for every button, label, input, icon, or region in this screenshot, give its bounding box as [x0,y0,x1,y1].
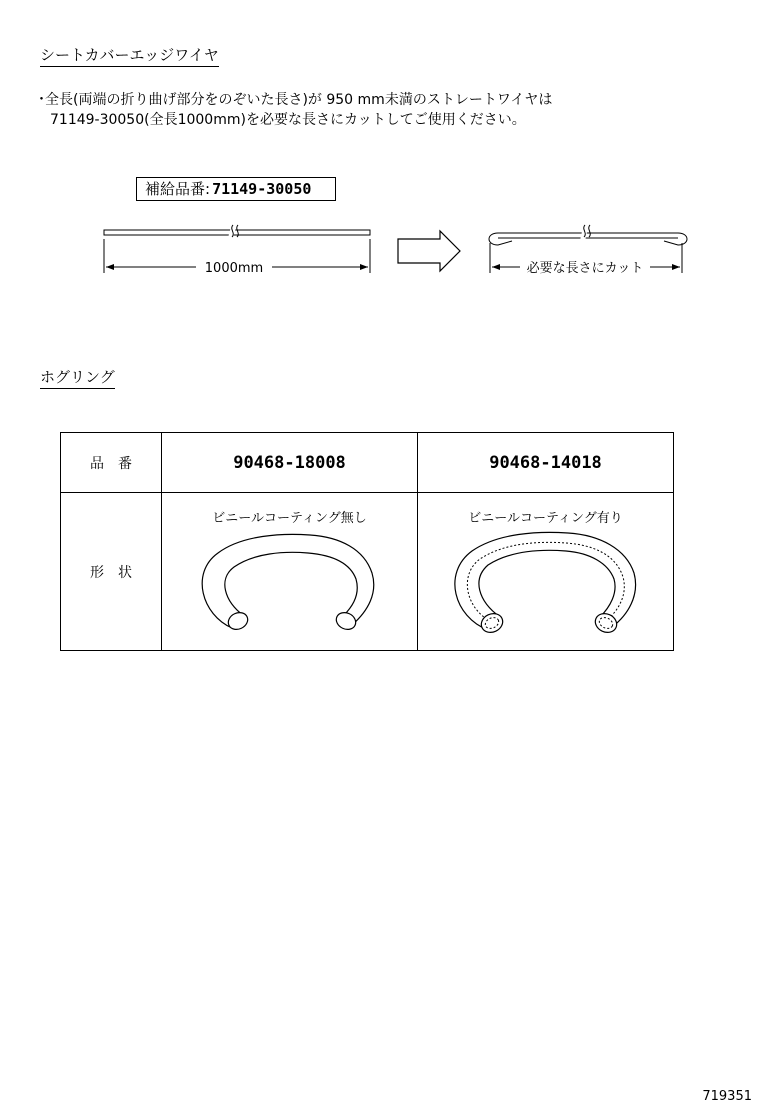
part-number-label: 品番 [61,433,162,493]
seat-wire-heading: シートカバーエッジワイヤ [40,46,219,67]
transform-arrow [398,231,460,271]
hog-ring-coated-illustration [418,493,673,650]
cut-label: 必要な長さにカット [526,261,644,276]
wire-diagram [0,215,760,290]
shape-cell-1 [162,493,418,651]
part-number-2: 90468-14018 [418,433,674,493]
hog-ring-table [60,432,674,651]
supply-number-box [136,177,336,201]
document-number: 719351 [702,1089,752,1104]
seat-wire-note-line1: ･全長(両端の折り曲げ部分をのぞいた長さ)が 950 mm未満のストレートワイヤは [38,92,553,108]
part-number-1: 90468-18008 [162,433,418,493]
part-number-row [61,433,674,493]
shape-cell-2 [418,493,674,651]
length-dimension [104,239,370,276]
seat-wire-note-line2: 71149-30050(全長1000mm)を必要な長さにカットしてご使用ください。 [50,112,526,128]
shape-label: 形状 [61,493,162,651]
hog-ring-uncoated-illustration [162,493,417,650]
cut-dimension [490,243,682,276]
supply-number-label: 補給品番: [145,180,211,198]
caption-coated: ビニールコーティング有り [468,511,623,526]
hog-ring-heading: ホグリング [40,368,115,389]
shape-row [61,493,674,651]
bent-wire [489,225,687,245]
caption-uncoated: ビニールコーティング無し [212,511,367,526]
straight-wire [104,225,370,240]
length-label: 1000mm [204,261,264,276]
supply-number: 71149-30050 [212,180,312,198]
